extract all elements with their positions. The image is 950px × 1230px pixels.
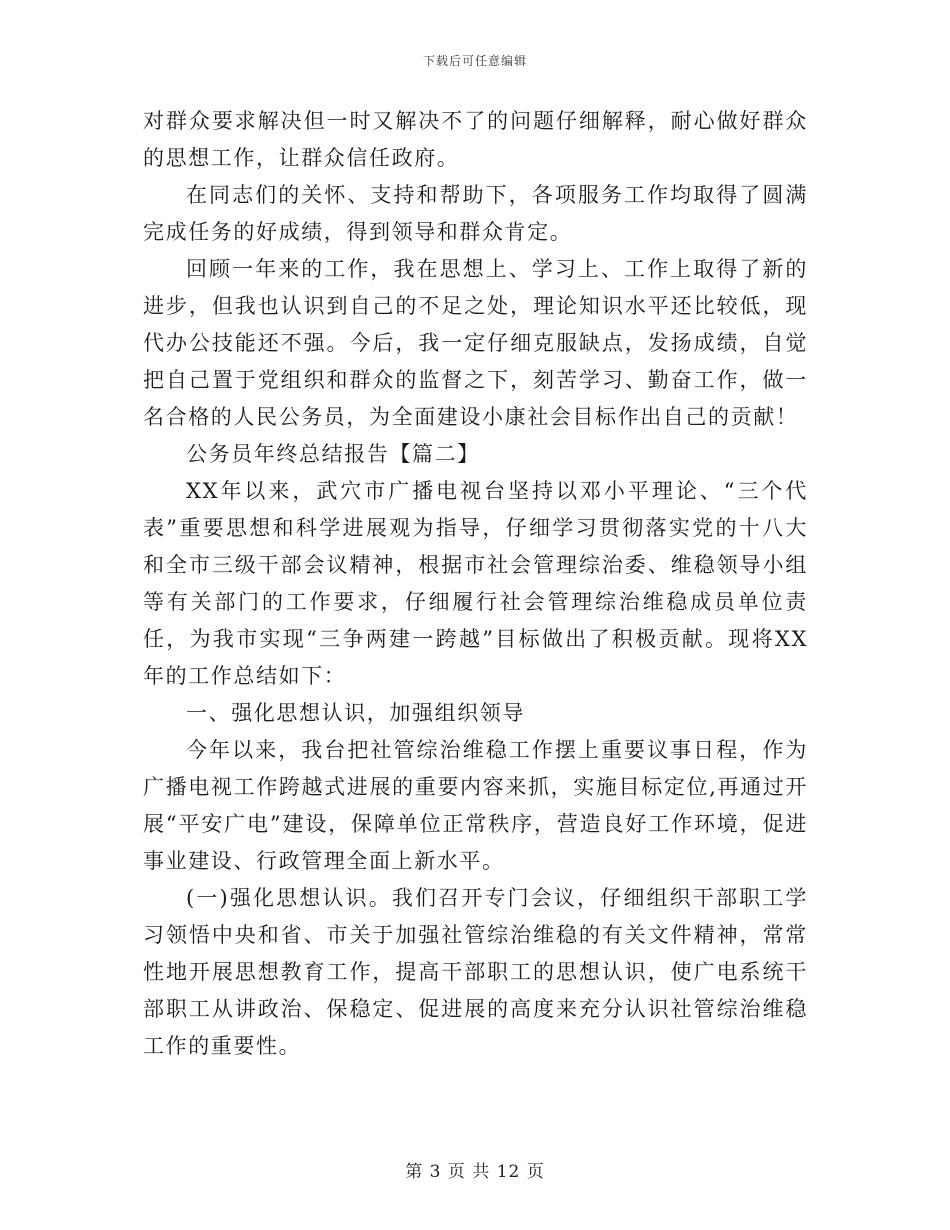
paragraph-2: 在同志们的关怀、支持和帮助下，各项服务工作均取得了圆满完成任务的好成绩，得到领导和群众肯定。 — [143, 183, 808, 244]
section-title-part-two: 公务员年终总结报告【篇二】 — [186, 442, 480, 466]
section-heading-1: 一、强化思想认识，加强组织领导 — [186, 701, 525, 725]
paragraph-5: 今年以来，我台把社管综治维稳工作摆上重要议事日程，作为广播电视工作跨越式进展的重要内容来抓，实施目标定位,再通过开展“平安广电”建设，保障单位正常秩序，营造良好工作环境，促进事业建设、行政管理全面上新水平。 — [143, 738, 808, 873]
page-number: 第 3 页 共 12 页 — [405, 1162, 545, 1182]
paragraph-1: 对群众要求解决但一时又解决不了的问题仔细解释，耐心做好群众的思想工作，让群众信任政府。 — [143, 109, 808, 170]
header-note: 下载后可任意编辑 — [422, 54, 527, 68]
paragraph-4: XX年以来，武穴市广播电视台坚持以邓小平理论、“三个代表”重要思想和科学进展观为指导，仔细学习贯彻落实党的十八大和全市三级干部会议精神，根据市社会管理综治委、维稳领导小组等有关部门的工作要求，仔细履行社会管理综治维稳成员单位责任，为我市实现“三争两建一跨越”目标做出了积极贡献。现将XX年的工作总结如下： — [143, 479, 808, 688]
document-body — [143, 103, 808, 1065]
paragraph-3: 回顾一年来的工作，我在思想上、学习上、工作上取得了新的进步，但我也认识到自己的不足之处，理论知识水平还比较低，现代办公技能还不强。今后，我一定仔细克服缺点，发扬成绩，自觉把自己置于党组织和群众的监督之下，刻苦学习、勤奋工作，做一名合格的人民公务员，为全面建设小康社会目标作出自己的贡献！ — [143, 257, 808, 429]
paragraph-6: (一)强化思想认识。我们召开专门会议，仔细组织干部职工学习领悟中央和省、市关于加强社管综治维稳的有关文件精神，常常性地开展思想教育工作，提高干部职工的思想认识，使广电系统干部职工从讲政治、保稳定、促进展的高度来充分认识社管综治维稳工作的重要性。 — [143, 886, 808, 1058]
